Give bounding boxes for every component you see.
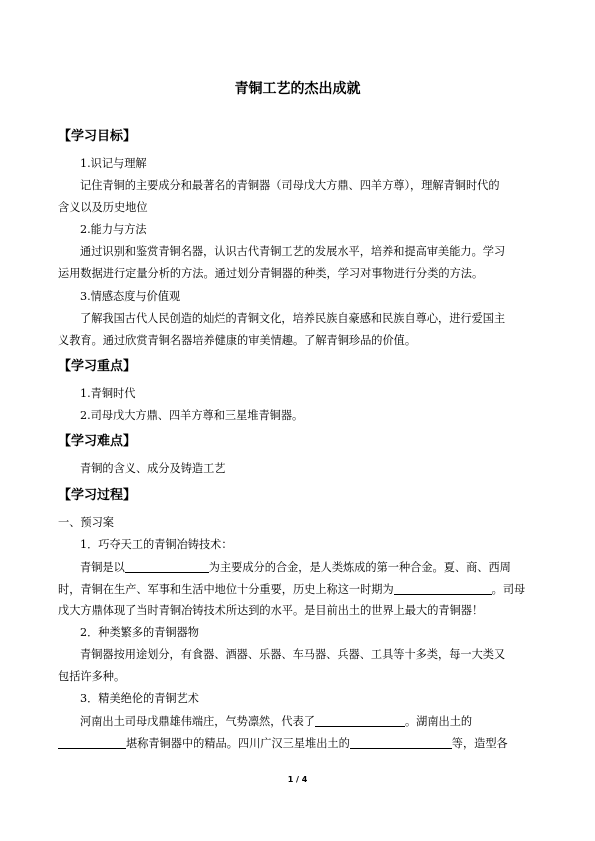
fill-blank-3[interactable] [315,714,405,727]
part-1-heading: 一、预习案 [58,516,114,529]
goal-3-line-2: 义教育。通过欣赏青铜名器培养健康的审美情趣。了解青铜珍品的价值。 [58,334,417,347]
section-heading-goals: 【学习目标】 [58,129,137,144]
difficult-1: 青铜的含义、成分及铸造工艺 [80,462,226,475]
section-heading-difficult: 【学习难点】 [58,434,137,449]
question-3-line-2 [58,736,508,751]
q3-text-b: 。湖南出土的 [404,715,473,728]
q1-text-b: 为主要成分的合金，是人类炼成的第一种合金。夏、商、西周 [208,561,511,574]
goal-1-line-2: 含义以及历史地位 [58,201,148,214]
question-2-line-1: 青铜器按用途划分，有食器、酒器、乐器、车马器、兵器、工具等十多类，每一大类又 [80,648,506,661]
q1-text-d: 。司母 [491,583,526,596]
page-number: 1 / 4 [287,775,308,784]
key-1: 1.青铜时代 [80,387,136,400]
section-heading-process: 【学习过程】 [58,488,137,503]
question-3-line-1 [80,714,472,729]
section-heading-keys: 【学习重点】 [58,359,137,374]
fill-blank-1[interactable] [125,560,209,573]
q3-text-a: 河南出土司母戊鼎雄伟端庄，气势凛然，代表了 [80,715,315,728]
question-2-line-2: 包括许多种。 [58,670,126,683]
question-1-line-2 [58,582,525,597]
question-2-heading: 2．种类繁多的青铜器物 [80,626,199,639]
goal-3-line-1: 了解我国古代人民创造的灿烂的青铜文化，培养民族自豪感和民族自尊心，进行爱国主 [80,312,506,325]
page-title: 青铜工艺的杰出成就 [234,81,361,97]
question-1-heading: 1．巧夺天工的青铜冶铸技术： [80,538,233,551]
goal-2-line-2: 运用数据进行定量分析的方法。通过划分青铜器的种类，学习对事物进行分类的方法。 [58,267,484,280]
q1-text-a: 青铜是以 [80,561,125,574]
fill-blank-2[interactable] [394,582,492,595]
goal-2-heading: 2.能力与方法 [80,223,147,236]
q3-text-c: 堪称青铜器中的精品。四川广汉三星堆出土的 [126,737,350,750]
question-3-heading: 3．精美绝伦的青铜艺术 [80,692,199,705]
goal-3-heading: 3.情感态度与价值观 [80,290,181,303]
fill-blank-5[interactable] [350,736,452,749]
question-1-line-3: 戊大方鼎体现了当时青铜冶铸技术所达到的水平。是目前出土的世界上最大的青铜器！ [58,604,484,617]
key-2: 2.司母戊大方鼎、四羊方尊和三星堆青铜器。 [80,409,304,422]
goal-1-line-1: 记住青铜的主要成分和最著名的青铜器（司母戊大方鼎、四羊方尊），理解青铜时代的 [80,179,500,192]
goal-1-heading: 1.识记与理解 [80,157,147,170]
fill-blank-4[interactable] [58,736,126,749]
q3-text-d: 等，造型各 [451,737,508,750]
question-1-line-1 [80,560,511,575]
goal-2-line-1: 通过识别和鉴赏青铜名器，认识古代青铜工艺的发展水平，培养和提高审美能力。学习 [80,245,506,258]
q1-text-c: 时，青铜在生产、军事和生活中地位十分重要，历史上称这一时期为 [58,583,394,596]
